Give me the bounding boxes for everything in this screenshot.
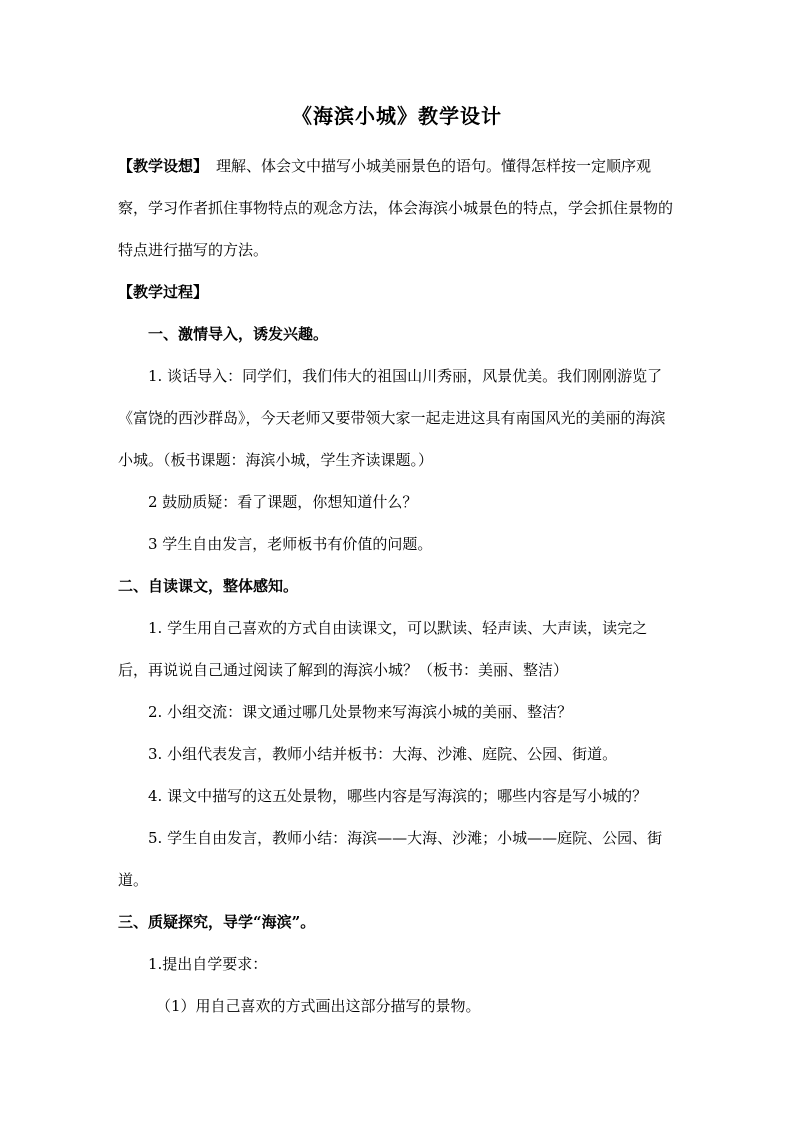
- section-2-paragraph-5: 5. 学生自由发言，教师小结：海滨——大海、沙滩；小城——庭院、公园、街道。: [118, 829, 663, 889]
- section-1-paragraph-2: 2 鼓励质疑：看了课题，你想知道什么？: [148, 493, 418, 511]
- teaching-idea-paragraph: [118, 145, 676, 271]
- section-1-paragraph-1: 1. 谈话导入：同学们，我们伟大的祖国山川秀丽，风景优美。我们刚刚游览了《富饶的西沙群岛》，今天老师又要带领大家一起走进这具有南国风光的美丽的海滨小城。（板书课题：海滨小城，学生齐读课题。）: [118, 367, 666, 469]
- teaching-process-label: 【教学过程】: [118, 283, 209, 301]
- section-1-heading: 一、激情导入，诱发兴趣。: [148, 325, 329, 343]
- document-title: 《海滨小城》教学设计: [292, 104, 502, 128]
- teaching-idea-label: 【教学设想】: [118, 157, 209, 175]
- section-2-heading: 二、自读课文，整体感知。: [118, 577, 299, 595]
- section-2-paragraph-4: 4. 课文中描写的这五处景物，哪些内容是写海滨的；哪些内容是写小城的？: [148, 787, 648, 805]
- section-3-paragraph-2: （1）用自己喜欢的方式画出这部分描写的景物。: [156, 997, 481, 1015]
- section-2-paragraph-1: 1. 学生用自己喜欢的方式自由读课文，可以默读、轻声读、大声读，读完之后，再说说自己通过阅读了解到的海滨小城？（板书：美丽、整洁）: [118, 619, 648, 679]
- section-3-paragraph-1: 1.提出自学要求：: [148, 955, 268, 973]
- section-2-paragraph-2: 2. 小组交流：课文通过哪几处景物来写海滨小城的美丽、整洁？: [148, 703, 573, 721]
- section-2-paragraph-3: 3. 小组代表发言，教师小结并板书：大海、沙滩、庭院、公园、街道。: [148, 745, 618, 763]
- section-1-paragraph-3: 3 学生自由发言，老师板书有价值的问题。: [148, 535, 433, 553]
- section-3-heading: 三、质疑探究，导学“海滨”。: [118, 913, 316, 931]
- document-body: [118, 145, 676, 1027]
- teaching-idea-text: 理解、体会文中描写小城美丽景色的语句。懂得怎样按一定顺序观察，学习作者抓住事物特点的观念方法，体会海滨小城景色的特点，学会抓住景物的特点进行描写的方法。: [118, 157, 674, 259]
